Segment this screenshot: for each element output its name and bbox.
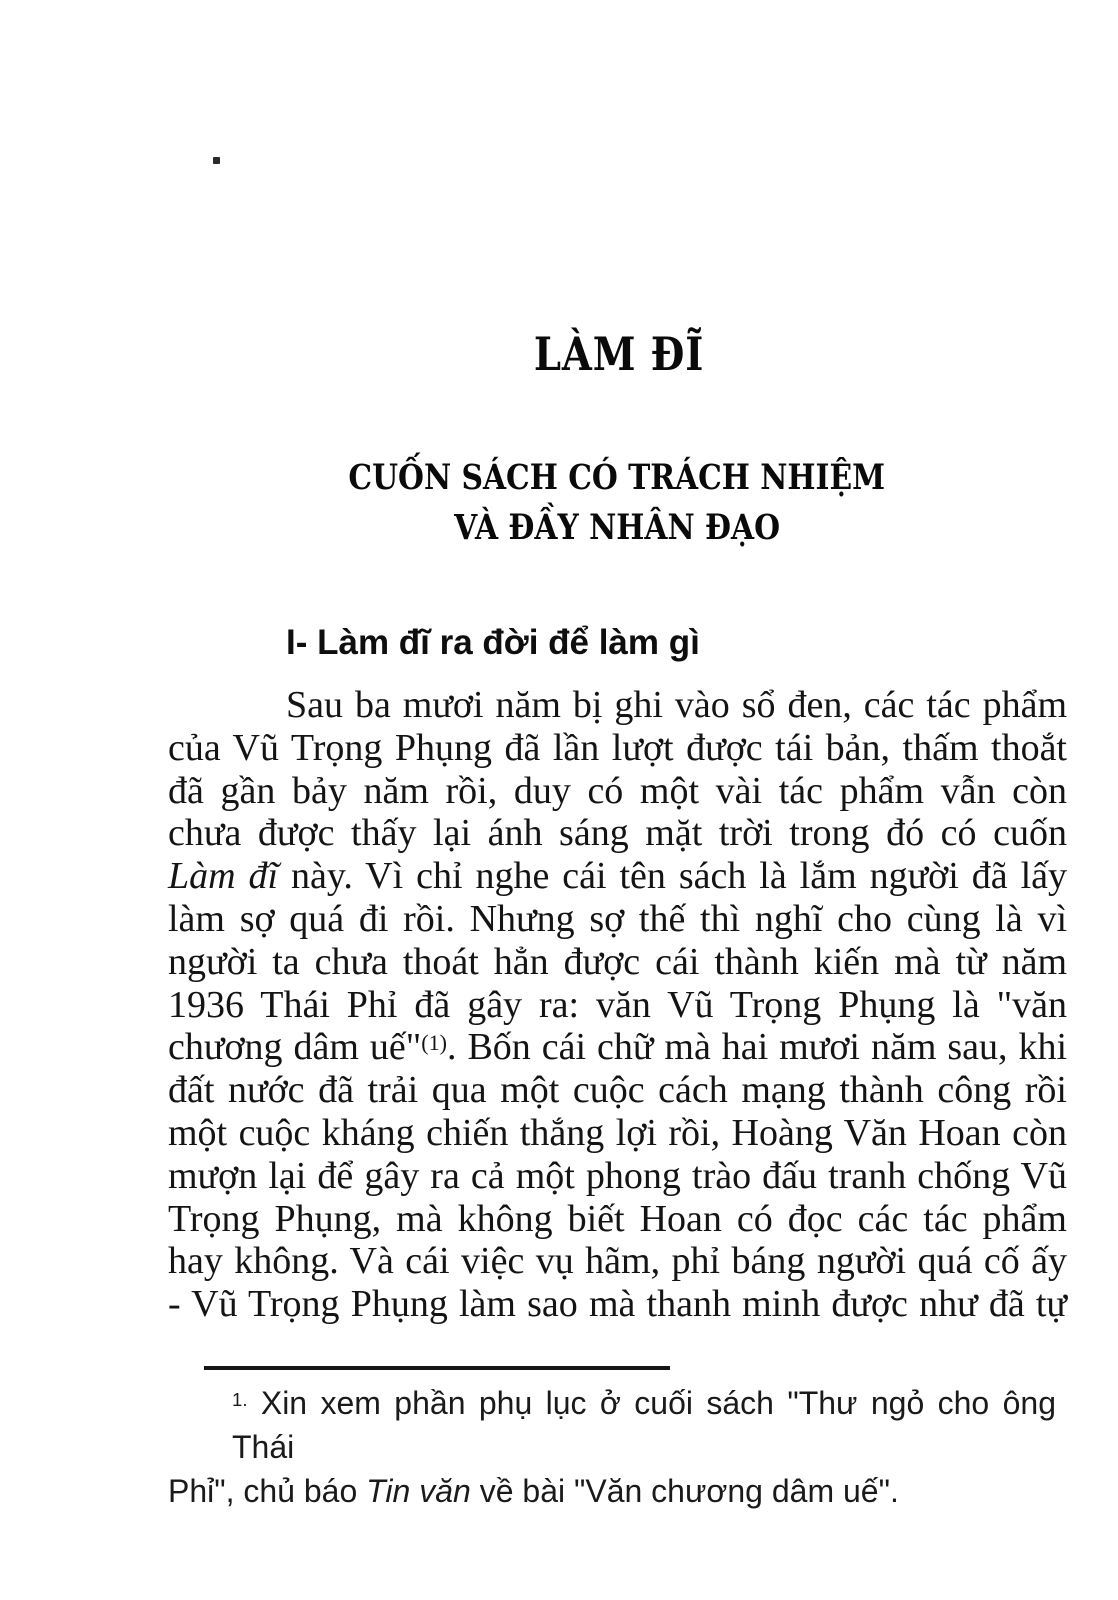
text-line: Sau ba mươi năm bị ghi vào sổ đen, các tác phẩm [286, 684, 1067, 726]
text-line: Trọng Phụng, mà không biết Hoan có đọc các tác phẩm [168, 1197, 1067, 1240]
text-line: đã gần bảy năm rồi, duy có một vài tác phẩm vẫn còn [168, 769, 1067, 812]
text-line: chương dâm uế"$^{(1)}$. Bốn cái chữ mà hai mươi năm sau, khi [168, 1026, 1068, 1069]
text-line: của Vũ Trọng Phụng đã lần lượt được tái bản, thấm thoắt [168, 726, 1067, 769]
body-paragraph [168, 684, 1067, 1326]
text-line: làm sợ quá đi rồi. Nhưng sợ thế thì nghĩ cho cùng là vì [168, 897, 1067, 940]
text-line: chưa được thấy lại ánh sáng mặt trời trong đó có cuốn [168, 812, 1067, 855]
text-line: người ta chưa thoát hẳn được cái thành kiến mà từ năm [168, 940, 1067, 983]
text-line: mượn lại để gây ra cả một phong trào đấu tranh chống Vũ [168, 1154, 1067, 1197]
text-line: một cuộc kháng chiến thắng lợi rồi, Hoàng Văn Hoan còn [168, 1111, 1067, 1154]
text-line: - Vũ Trọng Phụng làm sao mà thanh minh được như đã tự [168, 1283, 1067, 1326]
chapter-title-text: LÀM ĐĨ [533, 327, 704, 381]
section-heading: I- Làm đĩ ra đời để làm gì [286, 623, 700, 662]
text-line: Làm đĩ này. Vì chỉ nghe cái tên sách là lắm người đã lấy [168, 855, 1067, 898]
footnote-separator [204, 1366, 670, 1370]
text-line: hay không. Và cái việc vụ hãm, phỉ báng người quá cố ấy [168, 1240, 1067, 1283]
text-line: $^{1.}$ Xin xem phần phụ lục ở cuối sách "Thư ngỏ cho ông Thái [232, 1385, 1056, 1465]
ink-speck [213, 157, 220, 164]
text-line: đất nước đã trải qua một cuộc cách mạng thành công rồi [168, 1069, 1067, 1112]
text-line: Phỉ", chủ báo Tin văn về bài "Văn chương dâm uế". [168, 1473, 899, 1509]
essay-title [168, 453, 1068, 553]
essay-title-line: VÀ ĐẦY NHÂN ĐẠO [454, 507, 781, 548]
text-line: 1936 Thái Phỉ đã gây ra: văn Vũ Trọng Phụng là "văn [168, 983, 1067, 1026]
essay-title-line: CUỐN SÁCH CÓ TRÁCH NHIỆM [348, 457, 886, 498]
chapter-title [168, 327, 1068, 381]
footnote [168, 1381, 1056, 1513]
